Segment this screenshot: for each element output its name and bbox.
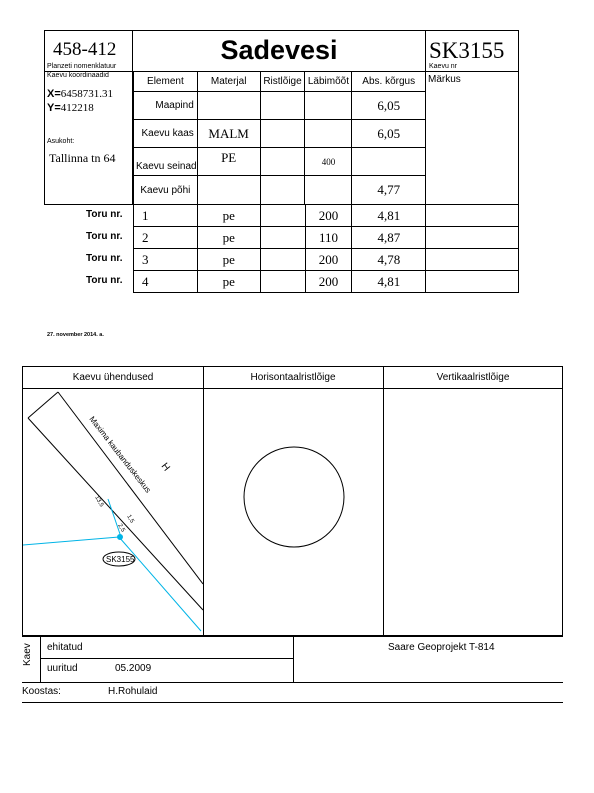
table-row — [134, 176, 426, 205]
pipe-label: Toru nr. — [86, 209, 123, 220]
pipe-line — [23, 537, 119, 545]
element-diameter — [305, 120, 352, 148]
pipe-line — [119, 537, 201, 631]
notes-header: Märkus — [428, 74, 461, 85]
x-coordinate — [47, 88, 113, 100]
building-mark-label: H — [158, 461, 172, 474]
coordinates-cell — [44, 71, 133, 205]
pipe-height: 4,81 — [352, 271, 426, 293]
col-diameter: Läbimõõt — [305, 72, 352, 92]
x-value: 6458731.31 — [60, 88, 114, 100]
table-row — [134, 205, 519, 227]
pipe-cross-section — [260, 249, 305, 271]
page-title: Sadevesi — [220, 35, 338, 65]
y-value: 412218 — [60, 102, 94, 114]
pipe-number: 3 — [134, 249, 198, 271]
pipe-material: pe — [197, 271, 260, 293]
element-diameter: 400 — [305, 148, 352, 176]
col-cross-section: Ristlõige — [260, 72, 305, 92]
nomenclature-label: Planzeti nomenklatuur — [47, 63, 117, 70]
element-name: Kaevu põhi — [134, 176, 198, 205]
y-coordinate — [47, 102, 94, 114]
element-material: PE — [197, 148, 260, 176]
pipe-notes — [426, 205, 519, 227]
panel-divider — [383, 367, 384, 635]
nomenclature-number: 458-412 — [53, 39, 117, 60]
element-height — [352, 148, 426, 176]
footer-line — [40, 658, 293, 659]
dimension-label: 1,5 — [125, 514, 135, 525]
pipe-diameter: 200 — [305, 249, 352, 271]
well-tag-label: SK3155 — [106, 555, 135, 564]
x-label: X= — [47, 88, 61, 100]
element-height: 6,05 — [352, 120, 426, 148]
drawing-frame — [22, 366, 563, 636]
table-row — [134, 249, 519, 271]
location-value: Tallinna tn 64 — [49, 151, 116, 165]
pipe-diameter: 200 — [305, 271, 352, 293]
footer-line — [22, 682, 563, 683]
well-number: SK3155 — [429, 38, 505, 63]
element-diameter — [305, 92, 352, 120]
footer-line — [40, 636, 41, 682]
table-row — [134, 148, 426, 176]
coords-label: Kaevu koordinaadid — [47, 72, 109, 79]
element-table — [133, 71, 426, 205]
dimension-label: 2,5 — [116, 523, 126, 534]
well-number-label: Kaevu nr — [429, 63, 458, 70]
pipe-label: Toru nr. — [86, 231, 123, 242]
measured-value: 05.2009 — [115, 663, 152, 674]
connections-sketch — [23, 389, 203, 636]
pipe-diameter: 200 — [305, 205, 352, 227]
element-table-header — [134, 72, 426, 92]
author-value: H.Rohulaid — [108, 686, 158, 697]
pipe-cross-section — [260, 271, 305, 293]
pipe-label: Toru nr. — [86, 253, 123, 264]
element-material — [197, 176, 260, 205]
location-label: Asukoht: — [47, 138, 75, 145]
pipe-notes — [426, 271, 519, 293]
pipe-number: 4 — [134, 271, 198, 293]
pipe-table — [133, 204, 519, 293]
pipe-label: Toru nr. — [86, 275, 123, 286]
panel-connections-title: Kaevu ühendused — [72, 372, 154, 383]
horizontal-section — [204, 389, 383, 636]
dimension-label: 13,5 — [93, 495, 105, 509]
element-cross-section — [260, 148, 305, 176]
well-number-cell — [425, 30, 519, 72]
pipe-number: 1 — [134, 205, 198, 227]
pipe-cross-section — [260, 227, 305, 249]
element-material — [197, 92, 260, 120]
pipe-material: pe — [197, 227, 260, 249]
well-marker — [118, 535, 123, 540]
pipe-diameter: 110 — [305, 227, 352, 249]
well-circle — [244, 447, 344, 547]
section-label: Kaev — [22, 643, 33, 666]
building-name-label: Maxima kaubanduskeskus — [87, 414, 153, 495]
pipe-material: pe — [197, 205, 260, 227]
notes-cell — [425, 71, 519, 205]
pipe-notes — [426, 227, 519, 249]
element-cross-section — [260, 120, 305, 148]
element-name: Maapind — [134, 92, 198, 120]
pipe-height: 4,81 — [352, 205, 426, 227]
table-row — [134, 92, 426, 120]
element-cross-section — [260, 176, 305, 205]
pipe-cross-section — [260, 205, 305, 227]
document-date: 27. november 2014. a. — [47, 332, 104, 338]
pipe-notes — [426, 249, 519, 271]
element-material: MALM — [197, 120, 260, 148]
element-name: Kaevu seinad — [134, 148, 198, 176]
company-name: Saare Geoprojekt T-814 — [388, 642, 495, 653]
table-row — [134, 271, 519, 293]
element-cross-section — [260, 92, 305, 120]
table-row — [134, 120, 426, 148]
author-label: Koostas: — [22, 686, 61, 697]
footer-line — [22, 702, 563, 703]
col-material: Materjal — [197, 72, 260, 92]
panel-horizontal-title: Horisontaalristlõige — [250, 372, 336, 383]
pipe-height: 4,87 — [352, 227, 426, 249]
table-row — [134, 227, 519, 249]
building-edge — [28, 392, 58, 418]
pipe-number: 2 — [134, 227, 198, 249]
pipe-height: 4,78 — [352, 249, 426, 271]
footer-line — [293, 636, 294, 682]
element-name: Kaevu kaas — [134, 120, 198, 148]
panel-vertical-title: Vertikaalristlõige — [436, 372, 510, 383]
element-diameter — [305, 176, 352, 205]
nomenclature-cell — [44, 30, 133, 72]
element-height: 6,05 — [352, 92, 426, 120]
surveyed-label: ehitatud — [47, 642, 83, 653]
y-label: Y= — [47, 102, 61, 114]
measured-label: uuritud — [47, 663, 78, 674]
pipe-material: pe — [197, 249, 260, 271]
col-abs-height: Abs. kõrgus — [352, 72, 426, 92]
title-cell — [133, 30, 426, 72]
element-height: 4,77 — [352, 176, 426, 205]
col-element: Element — [134, 72, 198, 92]
